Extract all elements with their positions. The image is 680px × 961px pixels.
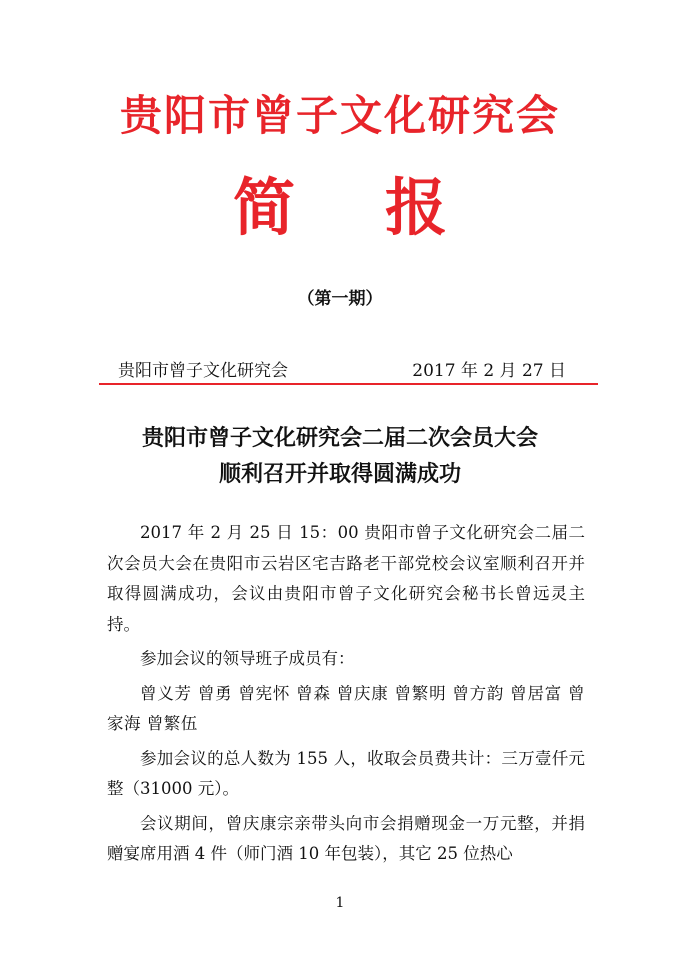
issue-number: （第一期） [297,289,383,309]
brief-char-1: 简 [232,171,295,244]
article-headline [0,420,680,492]
org-title: 贵阳市曾子文化研究会 [119,91,560,140]
brief-char-2: 报 [385,171,448,244]
meta-row [118,356,566,381]
paragraph: 会议期间，曾庆康宗亲带头向市会捐赠现金一万元整，并捐赠宴席用酒 4 件（师门酒 10 年包装），其它 25 位热心 [107,813,585,863]
paragraph-names: 曾义芳 曾勇 曾宪怀 曾森 曾庆康 曾繁明 曾方韵 曾居富 曾家海 曾繁伍 [107,683,585,733]
paragraph: 2017 年 2 月 25 日 15：00 贵阳市曾子文化研究会二届二次会员大会在贵阳市云岩区宅吉路老干部党校会议室顺利召开并取得圆满成功，会议由贵阳市曾子文化研究会秘书长曾远灵主持。 [107,523,585,634]
headline-line-1: 贵阳市曾子文化研究会二届二次会员大会 [141,425,538,451]
red-divider [99,383,598,385]
publish-date: 2017 年 2 月 27 日 [412,361,566,381]
paragraph: 参加会议的总人数为 155 人，收取会员费共计：三万壹仟元整（31000 元）。 [107,748,585,798]
brief-title [0,168,680,248]
headline-line-2: 顺利召开并取得圆满成功 [218,461,461,487]
article-body [107,518,585,874]
page-number: 1 [335,895,345,911]
paragraph: 参加会议的领导班子成员有： [140,649,355,668]
publisher: 贵阳市曾子文化研究会 [118,361,288,381]
